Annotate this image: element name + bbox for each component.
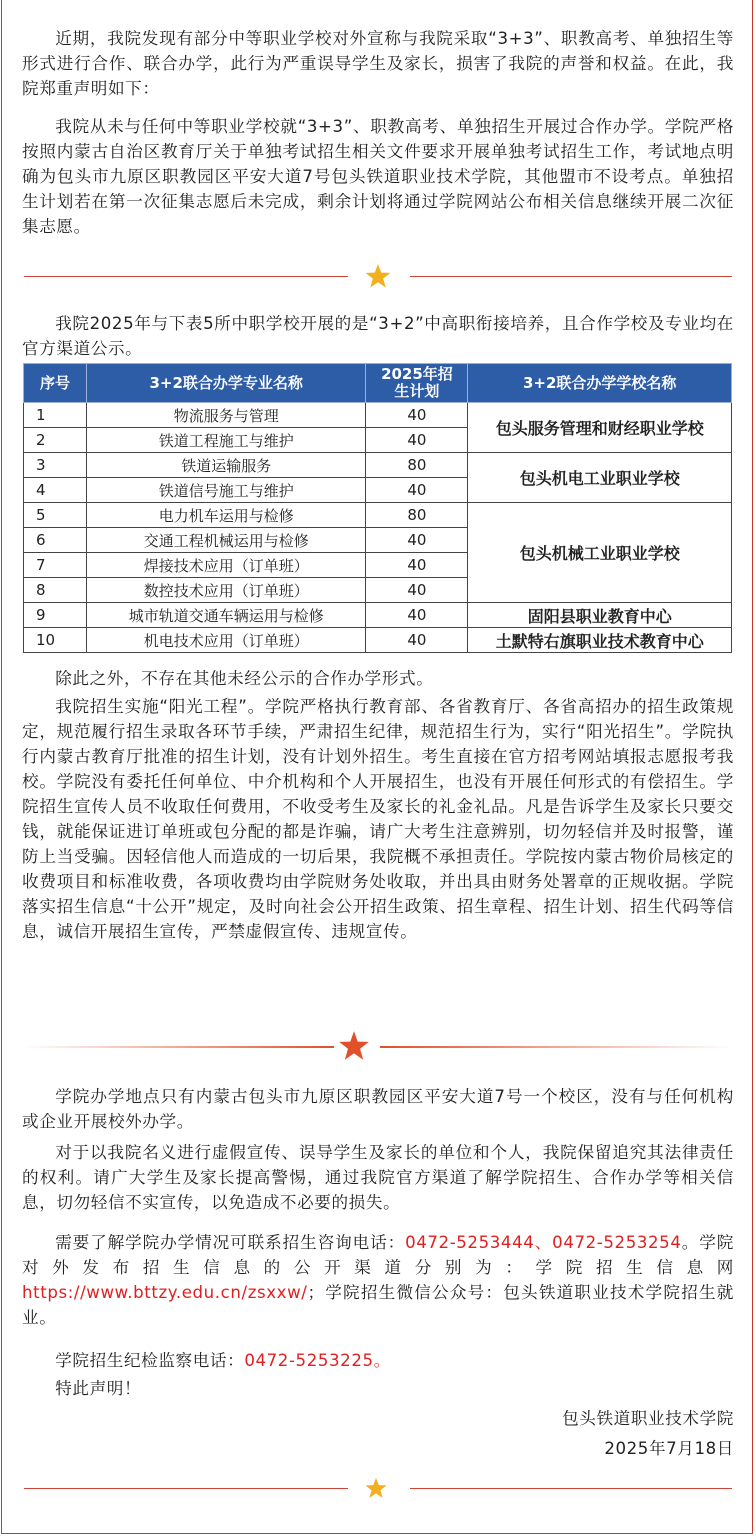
table-row — [24, 403, 732, 428]
row-plan: 40 — [366, 578, 468, 603]
row-plan: 80 — [366, 453, 468, 478]
header-major: 3+2联合办学专业名称 — [86, 364, 366, 403]
cooperation-table — [23, 363, 732, 653]
row-no: 1 — [24, 403, 87, 428]
row-no: 5 — [24, 503, 87, 528]
no-other-cooperation: 除此之外，不存在其他未经公示的合作办学形式。 — [55, 669, 434, 688]
cooperation-paragraph: 我院2025年与下表5所中职学校开展的是“3+2”中高职衔接培养，且合作学校及专业均在官方渠道公示。 — [22, 314, 734, 358]
table-row — [24, 628, 732, 653]
row-major: 物流服务与管理 — [86, 403, 366, 428]
row-no: 7 — [24, 553, 87, 578]
school-name: 包头服务管理和财经职业学校 — [468, 403, 732, 453]
sunshine-project-paragraph: 我院招生实施“阳光工程”。学院严格执行教育部、各省教育厅、各省高招办的招生政策规定，规范履行招生录取各环节手续，严肃招生纪律，规范招生行为，实行“阳光招生”。学院执行内蒙古教育厅批准的招生计划，没有计划外招生。考生直接在官方招考网站填报志愿报考我校。学院没有委托任何单位、中介机构和个人开展招生，也没有开展任何形式的有偿招生。学院招生宣传人员不收取任何费用，不收受考生及家长的礼金礼品。凡是告诉学生及家长只要交钱，就能保证进订单班或包分配的都是诈骗，请广大考生注意辨别，切勿轻信并及时报警，谨防上当受骗。因轻信他人而造成的一切后果，我院概不承担责任。学院按内蒙古物价局核定的收费项目和标准收费，各项收费均由学院财务处收取，并出具由财务处署章的正规收据。学院落实招生信息“十公开”规定，及时向社会公开招生政策、招生章程、招生计划、招生代码等信息，诚信开展招生宣传，严禁虚假宣传、违规宣传。 — [22, 697, 734, 941]
contact-paragraph — [22, 1230, 734, 1330]
date: 2025年7月18日 — [604, 1439, 734, 1458]
star-divider-2 — [24, 1032, 732, 1062]
school-name: 包头机电工业职业学校 — [468, 453, 732, 503]
row-no: 9 — [24, 603, 87, 628]
table-row — [24, 603, 732, 628]
row-major: 铁道工程施工与维护 — [86, 428, 366, 453]
row-plan: 40 — [366, 403, 468, 428]
row-plan: 40 — [366, 428, 468, 453]
enrollment-site-link[interactable]: https://www.bttzy.edu.cn/zsxxw/ — [22, 1283, 308, 1302]
table-header-row — [24, 364, 732, 403]
supervision-label: 学院招生纪检监察电话： — [55, 1351, 245, 1370]
header-plan: 2025年招生计划 — [366, 364, 468, 403]
closing-text: 特此声明！ — [55, 1379, 142, 1398]
row-major: 电力机车运用与检修 — [86, 503, 366, 528]
row-no: 10 — [24, 628, 87, 653]
gold-star-icon — [364, 1476, 388, 1500]
wechat-text: ；学院招生微信公众号：包头铁道职业技术学院招生就业。 — [22, 1283, 734, 1327]
row-plan: 40 — [366, 628, 468, 653]
school-name: 包头机械工业职业学校 — [468, 503, 732, 603]
supervision-paragraph — [22, 1348, 734, 1373]
campus-paragraph: 学院办学地点只有内蒙古包头市九原区职教园区平安大道7号一个校区，没有与任何机构或企业开展校外办学。 — [22, 1087, 734, 1131]
row-plan: 40 — [366, 553, 468, 578]
row-no: 6 — [24, 528, 87, 553]
legal-paragraph: 对于以我院名义进行虚假宣传、误导学生及家长的单位和个人，我院保留追究其法律责任的权利。请广大学生及家长提高警惕，通过我院官方渠道了解学院招生、合作办学等相关信息，切勿轻信不实宣传，以免造成不必要的损失。 — [22, 1143, 734, 1212]
channels-text: 。学院对外发布招生信息的公开渠道分别为：学院招生信息网 — [22, 1233, 734, 1277]
row-no: 4 — [24, 478, 87, 503]
row-no: 3 — [24, 453, 87, 478]
intro-paragraph: 近期，我院发现有部分中等职业学校对外宣称与我院采取“3+3”、职教高考、单独招生等形式进行合作、联合办学，此行为严重误导学生及家长，损害了我院的声誉和权益。在此，我院郑重声明如下： — [22, 29, 734, 98]
header-school: 3+2联合办学学校名称 — [468, 364, 732, 403]
row-plan: 80 — [366, 503, 468, 528]
school-name: 固阳县职业教育中心 — [468, 603, 732, 628]
row-major: 铁道信号施工与维护 — [86, 478, 366, 503]
row-plan: 40 — [366, 528, 468, 553]
header-no: 序号 — [24, 364, 87, 403]
row-no: 8 — [24, 578, 87, 603]
row-major: 城市轨道交通车辆运用与检修 — [86, 603, 366, 628]
row-major: 铁道运输服务 — [86, 453, 366, 478]
gold-star-icon — [364, 262, 392, 290]
red-star-icon — [338, 1030, 370, 1062]
star-divider-1 — [24, 262, 732, 292]
row-major: 焊接技术应用（订单班） — [86, 553, 366, 578]
table-row — [24, 453, 732, 478]
row-no: 2 — [24, 428, 87, 453]
table-row — [24, 503, 732, 528]
supervision-phone: 0472-5253225。 — [244, 1351, 391, 1370]
row-major: 机电技术应用（订单班） — [86, 628, 366, 653]
row-major: 数控技术应用（订单班） — [86, 578, 366, 603]
row-plan: 40 — [366, 603, 468, 628]
consult-phones: 0472-5253444、0472-5253254 — [405, 1233, 682, 1252]
contact-text: 需要了解学院办学情况可联系招生咨询电话： — [55, 1233, 406, 1252]
row-major: 交通工程机械运用与检修 — [86, 528, 366, 553]
star-divider-3 — [24, 1474, 732, 1504]
school-name: 土默特右旗职业技术教育中心 — [468, 628, 732, 653]
statement-paragraph-1: 我院从未与任何中等职业学校就“3+3”、职教高考、单独招生开展过合作办学。学院严格按照内蒙古自治区教育厅关于单独考试招生相关文件要求开展单独考试招生工作，考试地点明确为包头市九原区职教园区平安大道7号包头铁道职业技术学院，其他盟市不设考点。单独招生计划若在第一次征集志愿后未完成，剩余计划将通过学院网站公布相关信息继续开展二次征集志愿。 — [22, 117, 734, 236]
row-plan: 40 — [366, 478, 468, 503]
signature: 包头铁道职业技术学院 — [562, 1409, 734, 1428]
